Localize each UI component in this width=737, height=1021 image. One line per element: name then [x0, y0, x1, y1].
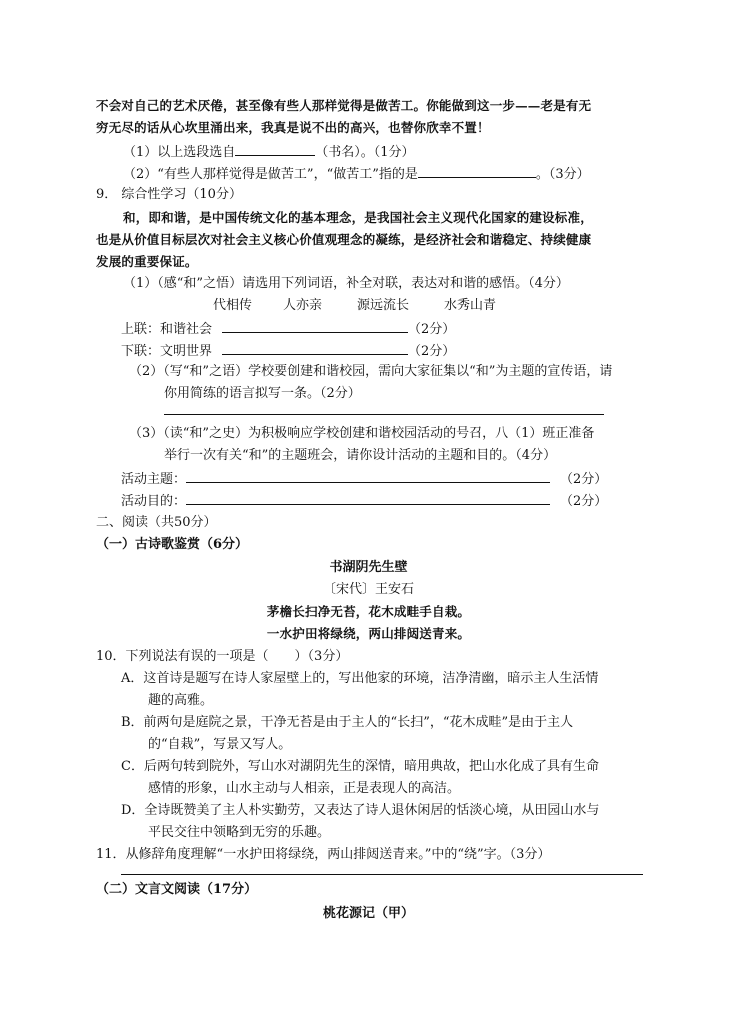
q9-theme-label: 活动主题： — [121, 472, 187, 487]
q9-upper-blank[interactable] — [222, 319, 408, 333]
q11-answer-line[interactable] — [121, 874, 643, 875]
part-1-title: （一）古诗歌鉴赏（6分） — [96, 537, 249, 552]
q8-sub2-prefix: （2）“有些人那样觉得是做苦工”，“做苦工”指的是 — [123, 167, 418, 182]
q11-stem: 11．从修辞角度理解“一水护田将绿绕，两山排闼送青来。”中的“绕”字。（3分） — [96, 847, 551, 862]
q9-upper-label: 上联：和谐社会 — [121, 322, 213, 337]
intro-line-2: 穷无尽的话从心坎里涌出来，我真是说不出的高兴，也替你欣幸不置！ — [96, 120, 490, 135]
q9-sub3-line-2: 举行一次有关“和”的主题班会，请你设计活动的主题和目的。（4分） — [164, 448, 557, 463]
q9-lower-blank[interactable] — [222, 341, 408, 355]
q8-sub1-suffix: （书名）。（1分） — [315, 145, 415, 160]
part-2-title: （二）文言文阅读（17分） — [96, 882, 258, 897]
q10-option-b-line-2: 的“自栽”，写景又写人。 — [148, 737, 292, 752]
q8-sub2-blank[interactable] — [418, 164, 536, 178]
q9-theme-points: （2分） — [560, 472, 608, 487]
q10-option-d-line-2: 平民交往中领略到无穷的乐趣。 — [148, 825, 331, 840]
poem-line-1: 茅檐长扫净无苔，花木成畦手自栽。 — [266, 604, 471, 619]
q10-option-c-line-2: 感情的形象，山水主动与人相亲，正是表现人的高洁。 — [148, 781, 461, 796]
section-2-title: 二、阅读（共50分） — [96, 515, 217, 530]
q9-word-4: 水秀山青 — [444, 298, 497, 313]
q9-word-2: 人亦亲 — [283, 298, 323, 313]
q9-sub1: （1）（感“和”之悟）请选用下列词语，补全对联，表达对和谐的感悟。（4分） — [123, 276, 569, 291]
q9-sub2-line-2: 你用简练的语言拟写一条。（2分） — [164, 386, 361, 401]
q9-title: 9． 综合性学习（10分） — [96, 187, 242, 202]
q10-stem: 10．下列说法有误的一项是（ ）（3分） — [96, 649, 349, 664]
q9-goal-label: 活动目的： — [121, 494, 187, 509]
poem-line-2: 一水护田将绿绕，两山排闼送青来。 — [266, 626, 471, 641]
q10-option-a-line-1: A．这首诗是题写在诗人家屋壁上的，写出他家的环境，洁净清幽，暗示主人生活情 — [121, 671, 599, 686]
q9-sub2-line-1: （2）（写“和”之语）学校要创建和谐校园，需向大家征集以“和”为主题的宣传语，请 — [129, 364, 613, 379]
q9-theme — [121, 469, 607, 489]
poem-author: 〔宋代〕王安石 — [322, 582, 414, 597]
q10-option-b-line-1: B．前两句是庭院之景，干净无苔是由于主人的“长扫”，“花木成畦”是由于主人 — [121, 715, 574, 730]
q9-word-1: 代相传 — [213, 298, 253, 313]
q9-passage-line-3: 发展的重要保证。 — [96, 254, 198, 269]
article-title: 桃花源记（甲） — [322, 906, 414, 921]
q9-lower-label: 下联：文明世界 — [121, 344, 213, 359]
poem-title: 书湖阴先生壁 — [329, 560, 408, 575]
q9-upper-couplet — [121, 319, 455, 339]
q10-option-c-line-1: C．后两句转到院外，写山水对湖阴先生的深情，暗用典故，把山水化成了具有生命 — [121, 759, 599, 774]
q9-lower-points: （2分） — [408, 344, 456, 359]
q10-option-d-line-1: D．全诗既赞美了主人朴实勤劳，又表达了诗人退休闲居的恬淡心境，从田园山水与 — [121, 803, 600, 818]
q8-sub2 — [123, 164, 590, 184]
intro-line-1: 不会对自己的艺术厌倦，甚至像有些人那样觉得是做苦工。你能做到这一步——老是有无 — [96, 98, 592, 113]
q8-sub1-prefix: （1）以上选段选自 — [123, 145, 236, 160]
q9-goal — [121, 491, 607, 511]
q9-goal-points: （2分） — [560, 494, 608, 509]
q8-sub1 — [123, 142, 415, 162]
q9-goal-blank[interactable] — [186, 491, 550, 505]
q9-theme-blank[interactable] — [186, 469, 550, 483]
q9-upper-points: （2分） — [408, 322, 456, 337]
q9-sub3-line-1: （3）（读“和”之史）为积极响应学校创建和谐校园活动的号召，八（1）班正准备 — [129, 426, 595, 441]
q9-lower-couplet — [121, 341, 455, 361]
q9-passage-line-2: 也是从价值目标层次对社会主义核心价值观理念的凝练，是经济社会和谐稳定、持续健康 — [96, 232, 592, 247]
q9-passage-line-1: 和，即和谐，是中国传统文化的基本理念，是我国社会主义现代化国家的建设标准， — [123, 210, 593, 225]
q8-sub2-suffix: 。（3分） — [535, 167, 590, 182]
q8-sub1-blank[interactable] — [235, 142, 315, 156]
q10-option-a-line-2: 趣的高雅。 — [148, 693, 214, 708]
q9-sub2-answer-line[interactable] — [164, 414, 604, 415]
q9-word-3: 源远流长 — [357, 298, 410, 313]
